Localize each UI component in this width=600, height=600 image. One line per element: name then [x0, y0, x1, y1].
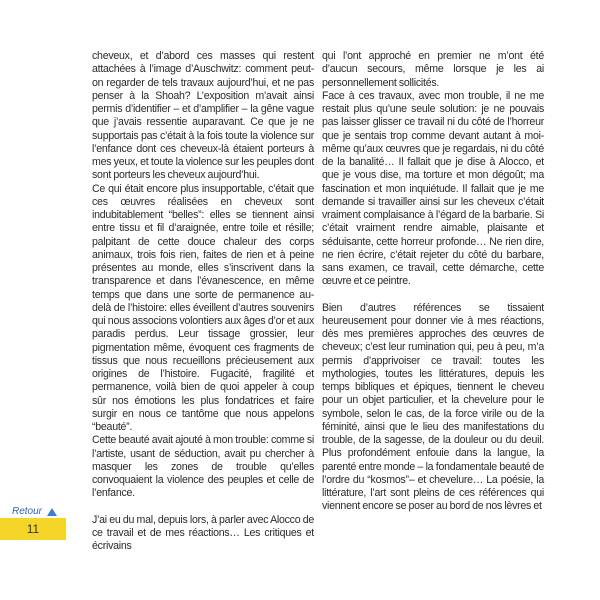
up-arrow-icon[interactable]	[47, 508, 57, 516]
page-number-badge	[0, 518, 66, 540]
right-paragraph-3: Bien d’autres références se tissaient heureusement pour donner vie à mes réactions, dès mes premières approches des œuvres de cheveux; c’est leur rumination qui, peu à peu, m’a permis d’apprivoiser ce travail: toutes les mythologies, toutes les littératures, depuis les temps bibliques et épiques, tiennent le cheveu pour un objet particulier, et la chevelure pour le symbole, selon le cas, de la force virile ou de la féminité, ainsi que le lieu des manifestations du trouble, de la sagesse, de la douleur ou du deuil. Plus profondément enfouie dans la langue, la parenté entre monde – la fondamentale beauté de l’ordre du “kosmos”– et chevelure… La poésie, la littérature, l’art sont pleins de ces références qui viennent encore se poser au bord de nos lèvres et	[322, 301, 544, 513]
page-number: 11	[26, 522, 40, 536]
right-text-column	[322, 50, 544, 514]
left-paragraph-4: J’ai eu du mal, depuis lors, à parler avec Alocco de ce travail et de mes réactions… Les critiques et écrivains	[92, 513, 314, 552]
left-paragraph-2: Ce qui était encore plus insupportable, c’était que ces œuvres réalisées en cheveux sont indubitablement “belles”: elles se tiennent ainsi entre tissu et fil d’araignée, entre toile et résille; palpitant de cette douce chaleur des corps animaux, trois fois rien, faites de rien et à peine présentes au monde, elles s’inscrivent dans la transparence et dans l’évanescence, en même temps que dans une sorte de permanence au-delà de l’histoire: elles éveillent d’autres souvenirs qui nous associons volontiers aux âges d’or et aux paradis perdus. Leur tissage grossier, leur pigmentation même, évoquent ces fragments de tissus que nous recueillons précieusement aux origines de l’histoire. Fugacité, fragilité et permanence, voilà bien de quoi appeler à coup sûr nos émotions les plus fondatrices et faire surgir en nous ce tantôme que nous appelons “beauté”.	[92, 182, 314, 433]
right-paragraph-2: Face à ces travaux, avec mon trouble, il ne me restait plus qu’une seule solution: je ne pouvais pas laisser glisser ce travail ni du côté de l’horreur que je sentais trop comme devant autant à moi-même qu’aux œuvres que je regardais, ni du côté de la banalité… Il fallait que je dise à Alocco, et que je vous dise, ma torture et mon dégoût; ma fascination et mon inquiétude. Il fallait que je me demande si travailler ainsi sur les cheveux c’était vraiment complaisance à l’égard de la barbarie. Si c’était vraiment rendre aimable, plaisante et séduisante, cette horreur profonde… Ne rien dire, ne rien écrire, c’était rejeter du côté du barbare, sans examen, ce travail, cette démarche, cette œuvre et ce peintre.	[322, 89, 544, 288]
right-paragraph-1: qui l’ont approché en premier ne m’ont été d’aucun secours, même lorsque je les ai personnellement sollicités.	[322, 50, 544, 89]
retour-label[interactable]: Retour	[12, 506, 43, 517]
retour-link[interactable]	[12, 506, 57, 517]
left-paragraph-1: cheveux, et d’abord ces masses qui restent attachées à l’image d’Auschwitz: comment peut-on regarder de tels travaux aujourd’hui, et ne pas penser à la Shoah? L’exposition m’avait ainsi permis d’identifier – et d’amplifier – la gêne vague que j’avais ressentie auparavant. Ce que je ne supportais pas c’était à la fois toute la violence sur l’enfance dont ces cheveux-là étaient porteurs à mes yeux, et toute la violence sur les peuples dont sont porteurs les cheveux aujourd’hui.	[92, 50, 314, 182]
left-paragraph-3: Cette beauté avait ajouté à mon trouble: comme si l’artiste, usant de séduction, avait pu chercher à masquer les zones de trouble qu’elles convoquaient la violence des peuples et celle de l’enfance.	[92, 434, 314, 500]
left-text-column	[92, 50, 314, 553]
